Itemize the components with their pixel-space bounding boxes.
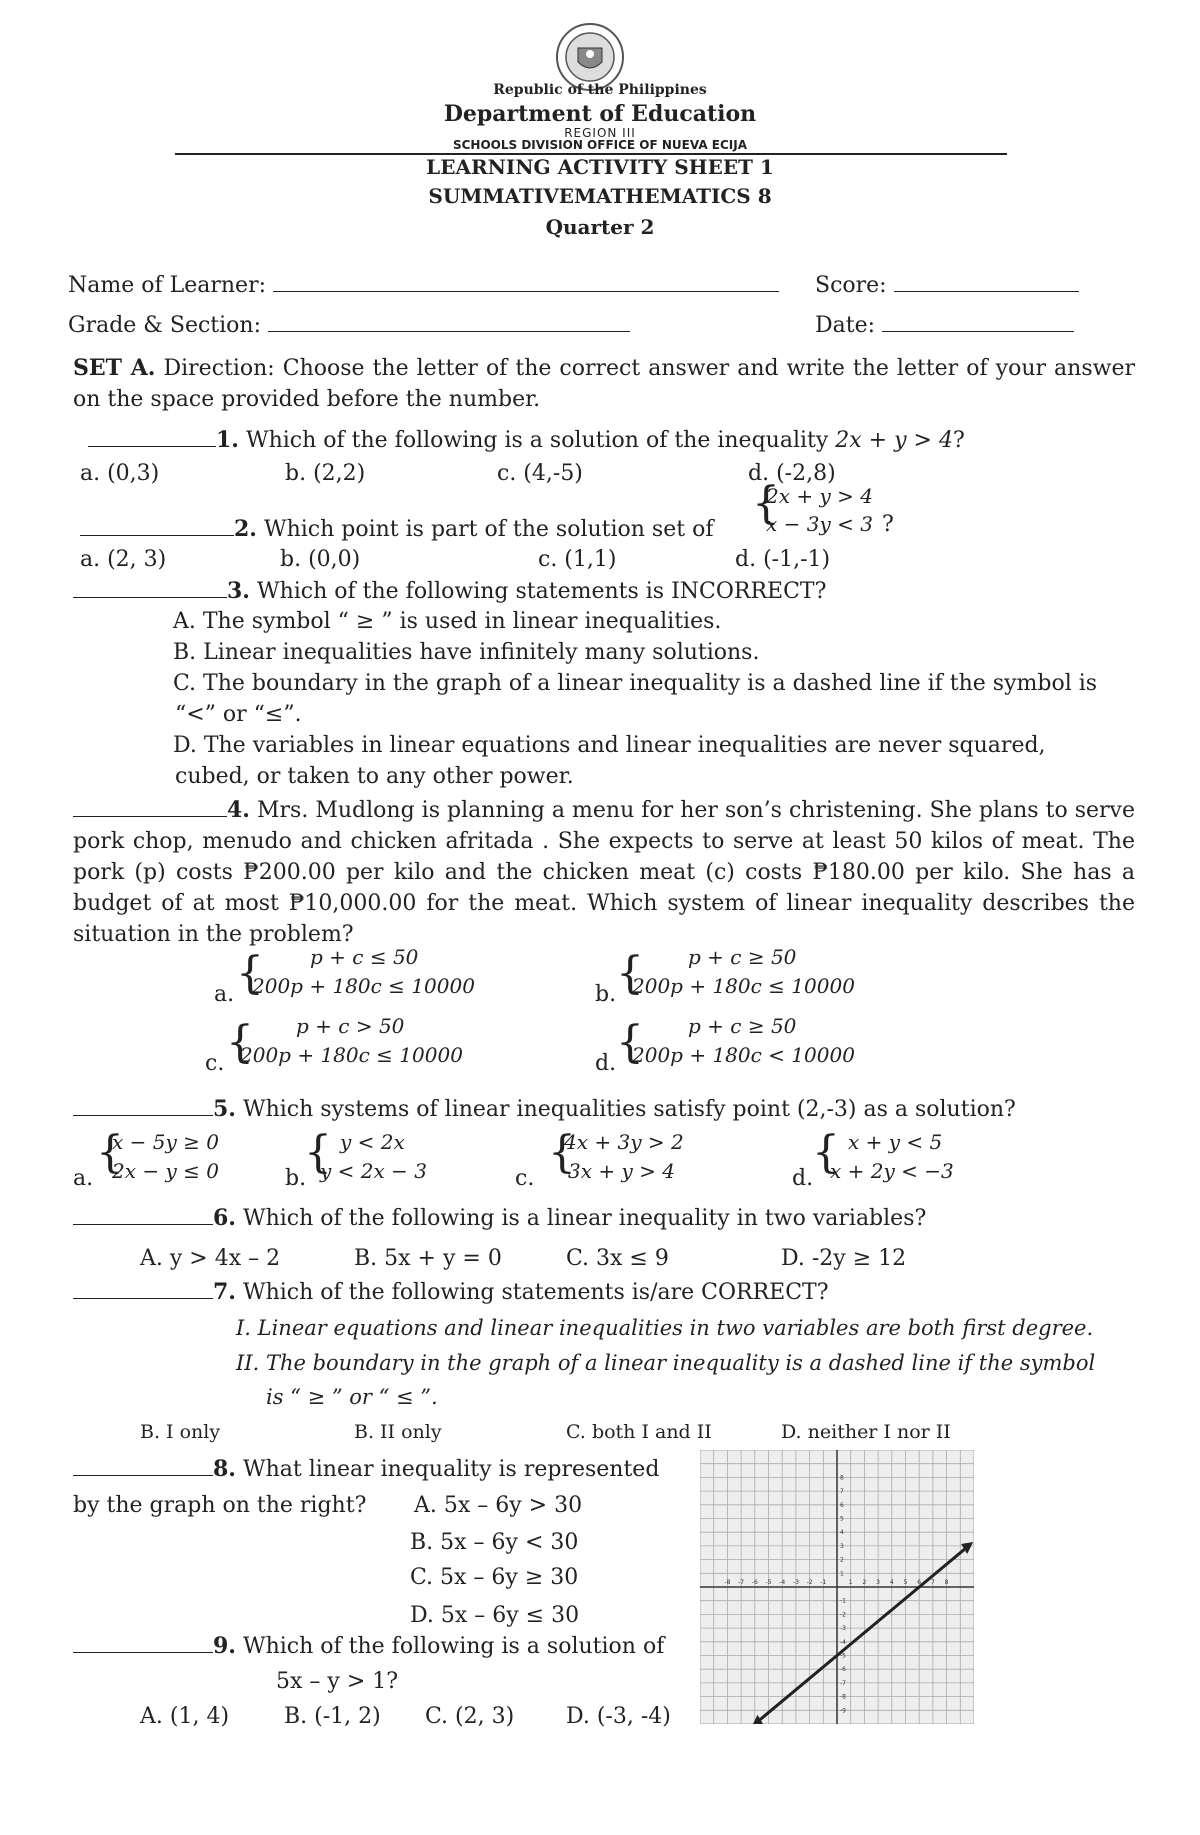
- q7-number: 7.: [213, 1279, 236, 1305]
- name-blank[interactable]: [273, 273, 779, 292]
- q5-c-line2: 3x + y > 4: [568, 1159, 675, 1183]
- q7-choice-b[interactable]: B. II only: [354, 1421, 442, 1443]
- q2-choice-b[interactable]: b. (0,0): [280, 547, 361, 572]
- question-3: [73, 578, 826, 604]
- department-text: Department of Education: [443, 101, 757, 127]
- q4-brace-b: {: [616, 948, 644, 999]
- answer-blank-2[interactable]: [80, 517, 234, 536]
- direction-paragraph: [73, 353, 1135, 415]
- q5-c-line1: 4x + 3y > 2: [564, 1130, 684, 1154]
- x-tick-label: -7: [738, 1579, 745, 1586]
- score-field[interactable]: [815, 273, 1079, 298]
- grade-field[interactable]: [68, 313, 630, 338]
- q1-number: 1.: [216, 427, 239, 453]
- q4-a-line1: p + c ≤ 50: [310, 945, 419, 969]
- x-tick-label: 6: [917, 1579, 922, 1586]
- x-tick-label: -3: [792, 1579, 799, 1586]
- q5-a-line1: x − 5y ≥ 0: [112, 1130, 219, 1154]
- q5-a-line2: 2x − y ≤ 0: [112, 1159, 219, 1183]
- name-field[interactable]: [68, 273, 779, 298]
- q4-label-d[interactable]: d.: [595, 1051, 617, 1076]
- x-tick-label: -2: [806, 1579, 813, 1586]
- question-2: [80, 516, 713, 542]
- q8-choice-c[interactable]: C. 5x – 6y ≥ 30: [410, 1565, 579, 1590]
- q2-choice-a[interactable]: a. (2, 3): [80, 547, 167, 572]
- q8-text-2: by the graph on the right?: [73, 1493, 367, 1518]
- q4-c-line1: p + c > 50: [296, 1014, 405, 1038]
- q4-number: 4.: [227, 797, 250, 823]
- q4-c-line2: 200p + 180c ≤ 10000: [240, 1043, 463, 1067]
- q5-label-c[interactable]: c.: [515, 1166, 535, 1191]
- q6-text: Which of the following is a linear inequality in two variables?: [242, 1206, 927, 1231]
- q6-choice-c[interactable]: C. 3x ≤ 9: [566, 1246, 669, 1271]
- y-tick-label: 5: [840, 1515, 844, 1523]
- question-7: [73, 1279, 829, 1305]
- q9-number: 9.: [213, 1633, 236, 1659]
- y-tick-label: 7: [840, 1488, 844, 1496]
- x-tick-label: 3: [876, 1579, 881, 1586]
- republic-text: Republic of the Philippines: [493, 82, 707, 98]
- q1-choice-c[interactable]: c. (4,-5): [497, 461, 583, 486]
- name-label: Name of Learner:: [68, 273, 266, 298]
- y-tick-label: 4: [840, 1529, 844, 1537]
- q2-choice-c[interactable]: c. (1,1): [538, 547, 617, 572]
- q8-text-1: What linear inequality is represented: [242, 1457, 660, 1482]
- y-tick-label: -5: [840, 1652, 846, 1660]
- y-tick-label: -9: [840, 1707, 846, 1715]
- y-tick-label: 1: [840, 1570, 844, 1578]
- q9-choice-a[interactable]: A. (1, 4): [140, 1704, 230, 1729]
- q7-statement-2-cont: is “ ≥ ” or “ ≤ ”.: [266, 1385, 438, 1409]
- question-1: [88, 427, 965, 453]
- answer-blank-9[interactable]: [73, 1634, 213, 1653]
- date-field[interactable]: [815, 313, 1074, 338]
- q2-system-1: 2x + y > 4: [766, 484, 873, 508]
- q6-choice-b[interactable]: B. 5x + y = 0: [354, 1246, 502, 1271]
- q4-b-line2: 200p + 180c ≤ 10000: [632, 974, 855, 998]
- y-tick-label: 8: [840, 1474, 844, 1482]
- question-5: [73, 1096, 1016, 1122]
- q9-text-1: Which of the following is a solution of: [242, 1634, 665, 1659]
- q1-math: 2x + y > 4: [835, 428, 953, 453]
- y-tick-label: 6: [840, 1501, 844, 1509]
- q5-b-line2: y < 2x − 3: [320, 1159, 427, 1183]
- x-tick-label: -1: [820, 1579, 827, 1586]
- q7-statement-2: II. The boundary in the graph of a linear inequality is a dashed line if the symbol: [236, 1351, 1096, 1375]
- q8-choice-d[interactable]: D. 5x – 6y ≤ 30: [410, 1603, 580, 1628]
- answer-blank-8[interactable]: [73, 1457, 213, 1476]
- division-text: SCHOOLS DIVISION OFFICE OF NUEVA ECIJA: [452, 138, 748, 152]
- q5-brace-d: {: [812, 1127, 840, 1178]
- x-tick-label: -4: [779, 1579, 786, 1586]
- inequality-graph: [700, 1450, 974, 1724]
- x-tick-label: -5: [765, 1579, 772, 1586]
- region-text: REGION III: [564, 126, 636, 140]
- q5-brace-a: {: [96, 1127, 124, 1178]
- q4-d-line1: p + c ≥ 50: [688, 1014, 797, 1038]
- q3-number: 3.: [227, 578, 250, 604]
- grade-label: Grade & Section:: [68, 313, 261, 338]
- question-4: [73, 795, 1135, 950]
- q2-brace: {: [752, 478, 780, 529]
- q3-choice-c-cont: “<” or “≤”.: [175, 702, 302, 727]
- date-blank[interactable]: [882, 313, 1074, 332]
- answer-blank-6[interactable]: [73, 1206, 213, 1225]
- q6-choice-d[interactable]: D. -2y ≥ 12: [781, 1246, 907, 1271]
- q4-d-line2: 200p + 180c < 10000: [632, 1043, 855, 1067]
- y-tick-label: -3: [840, 1625, 846, 1633]
- x-tick-label: 5: [903, 1579, 908, 1586]
- x-tick-label: 4: [889, 1579, 894, 1586]
- q5-label-a[interactable]: a.: [73, 1166, 94, 1191]
- date-label: Date:: [815, 313, 876, 338]
- q4-brace-a: {: [236, 948, 264, 999]
- q6-choice-a[interactable]: A. y > 4x – 2: [140, 1246, 281, 1271]
- q3-text: Which of the following statements is INCORRECT?: [256, 579, 827, 604]
- q3-choice-b[interactable]: B. Linear inequalities have infinitely many solutions.: [173, 640, 760, 665]
- question-9: [73, 1633, 664, 1659]
- q7-choice-a[interactable]: B. I only: [140, 1421, 221, 1443]
- question-6: [73, 1205, 926, 1231]
- q1-choice-b[interactable]: b. (2,2): [285, 461, 366, 486]
- q5-label-d[interactable]: d.: [792, 1166, 814, 1191]
- q3-choice-d-cont: cubed, or taken to any other power.: [175, 764, 574, 789]
- q9-choice-d[interactable]: D. (-3, -4): [566, 1704, 671, 1729]
- q8-number: 8.: [213, 1456, 236, 1482]
- q9-choice-b[interactable]: B. (-1, 2): [284, 1704, 381, 1729]
- x-tick-label: 1: [848, 1579, 853, 1586]
- q5-brace-b: {: [304, 1127, 332, 1178]
- q2-qmark: ?: [882, 512, 894, 537]
- q3-choice-a[interactable]: A. The symbol “ ≥ ” is used in linear inequalities.: [173, 609, 722, 634]
- q6-number: 6.: [213, 1205, 236, 1231]
- q3-choice-d[interactable]: D. The variables in linear equations and linear inequalities are never squared,: [173, 733, 1046, 758]
- q2-text: Which point is part of the solution set of: [263, 517, 714, 542]
- q4-text: Mrs. Mudlong is planning a menu for her son’s christening. She plans to serve pork chop, menudo and chicken afritada . She expects to serve at least 50 kilos of meat. The pork (p) costs ₱200.00 per kilo and the chicken meat (c) costs ₱180.00 per kilo. She has a budget of at most ₱10,000.00 for the meat. Which system of linear inequality describes the situation in the problem?: [73, 798, 1135, 947]
- q2-choice-d[interactable]: d. (-1,-1): [735, 547, 831, 572]
- y-tick-label: -8: [840, 1693, 846, 1701]
- q5-brace-c: {: [548, 1127, 576, 1178]
- x-tick-label: -8: [724, 1579, 731, 1586]
- graph-svg: [700, 1450, 974, 1724]
- q4-label-b[interactable]: b.: [595, 982, 617, 1007]
- quarter-text: Quarter 2: [545, 215, 655, 239]
- y-tick-label: -2: [840, 1611, 846, 1619]
- q5-label-b[interactable]: b.: [285, 1166, 307, 1191]
- q7-statement-1: I. Linear equations and linear inequalities in two variables are both first degree.: [236, 1316, 1094, 1340]
- q5-d-line2: x + 2y < −3: [830, 1159, 954, 1183]
- q2-number: 2.: [234, 516, 257, 542]
- q4-a-line2: 200p + 180c ≤ 10000: [252, 974, 475, 998]
- y-tick-label: 2: [840, 1556, 844, 1564]
- q2-system-2: x − 3y < 3: [766, 512, 873, 536]
- y-tick-label: -4: [840, 1638, 846, 1646]
- x-tick-label: 7: [930, 1579, 935, 1586]
- q1-choice-a[interactable]: a. (0,3): [80, 461, 160, 486]
- x-tick-label: -6: [751, 1579, 758, 1586]
- score-blank[interactable]: [894, 273, 1079, 292]
- answer-blank-4[interactable]: [73, 798, 227, 817]
- x-tick-label: 2: [862, 1579, 867, 1586]
- score-label: Score:: [815, 273, 887, 298]
- answer-blank-7[interactable]: [73, 1280, 213, 1299]
- q8-choice-a[interactable]: A. 5x – 6y > 30: [414, 1493, 583, 1518]
- y-tick-label: -7: [840, 1679, 846, 1687]
- y-tick-label: -6: [840, 1666, 846, 1674]
- x-tick-label: 8: [944, 1579, 949, 1586]
- q4-label-c[interactable]: c.: [205, 1051, 225, 1076]
- answer-blank-3[interactable]: [73, 579, 227, 598]
- q9-choice-c[interactable]: C. (2, 3): [425, 1704, 515, 1729]
- answer-blank-5[interactable]: [73, 1097, 213, 1116]
- y-tick-label: -1: [840, 1597, 846, 1605]
- q7-text: Which of the following statements is/are CORRECT?: [242, 1280, 829, 1305]
- q4-label-a[interactable]: a.: [214, 982, 235, 1007]
- direction-text: Direction: Choose the letter of the correct answer and write the letter of your answer on the space provided before the number.: [73, 356, 1135, 412]
- q4-b-line1: p + c ≥ 50: [688, 945, 797, 969]
- q7-choice-d[interactable]: D. neither I nor II: [781, 1421, 951, 1443]
- q5-b-line1: y < 2x: [340, 1130, 405, 1154]
- question-8: [73, 1456, 659, 1482]
- grade-blank[interactable]: [268, 313, 630, 332]
- answer-blank-1[interactable]: [88, 428, 216, 447]
- q4-brace-c: {: [226, 1017, 254, 1068]
- q8-choice-b[interactable]: B. 5x – 6y < 30: [410, 1530, 579, 1555]
- q9-text-2: 5x – y > 1?: [276, 1669, 399, 1694]
- q1-choice-d[interactable]: d. (-2,8): [748, 461, 836, 486]
- q5-d-line1: x + y < 5: [848, 1130, 943, 1154]
- y-tick-label: 3: [840, 1542, 844, 1550]
- q4-brace-d: {: [616, 1017, 644, 1068]
- q1-qmark: ?: [952, 428, 965, 453]
- title-line-1: LEARNING ACTIVITY SHEET 1: [426, 155, 774, 179]
- q5-number: 5.: [213, 1096, 236, 1122]
- set-label: SET A.: [73, 355, 156, 381]
- q1-text: Which of the following is a solution of the inequality: [245, 428, 829, 453]
- q3-choice-c[interactable]: C. The boundary in the graph of a linear inequality is a dashed line if the symbol is: [173, 671, 1098, 696]
- title-line-2: SUMMATIVEMATHEMATICS 8: [428, 184, 772, 208]
- q5-text: Which systems of linear inequalities satisfy point (2,-3) as a solution?: [242, 1097, 1016, 1122]
- q7-choice-c[interactable]: C. both I and II: [566, 1421, 712, 1443]
